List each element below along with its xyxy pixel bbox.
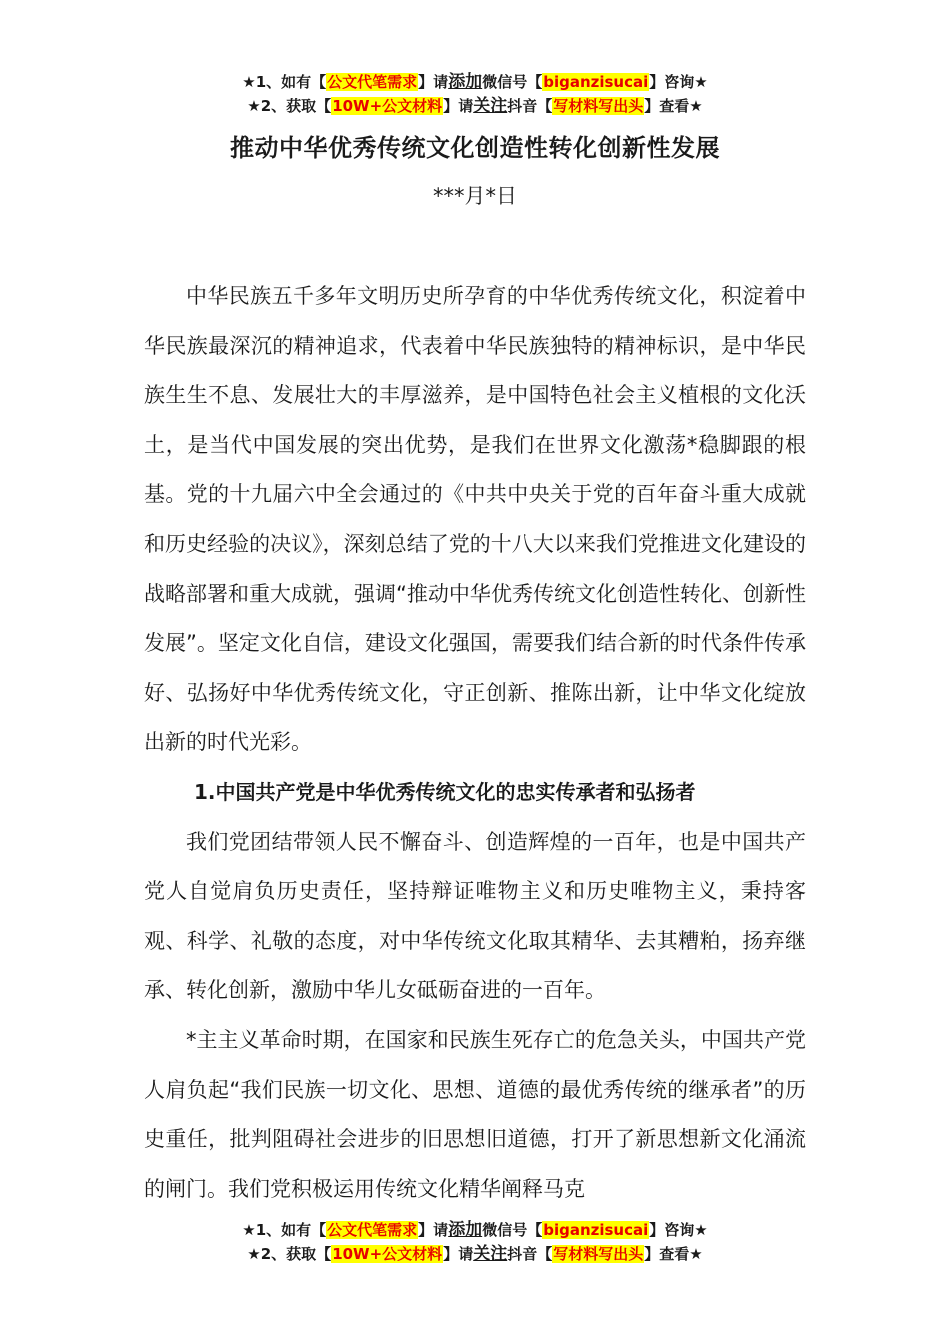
promo-highlight: 公文代笔需求 [327, 73, 418, 91]
promo-text: 】查看★ [644, 1245, 703, 1263]
promo-emphasis: 添加 [448, 72, 483, 92]
promo-emphasis: 添加 [448, 1220, 483, 1240]
promo-text: 】请 [443, 97, 474, 115]
promo-line-1 [0, 70, 950, 94]
promo-text: 】请 [418, 73, 449, 91]
bottom-promo-banner [0, 1218, 950, 1266]
body-paragraph: 我们党团结带领人民不懈奋斗、创造辉煌的一百年，也是中国共产党人自觉肩负历史责任，坚持辩证唯物主义和历史唯物主义，秉持客观、科学、礼敬的态度，对中华传统文化取其精华、去其糟粕，扬弃继承、转化创新，激励中华儿女砥砺奋进的一百年。 [144, 829, 806, 1003]
promo-highlight: 10W+公文材料 [332, 1245, 443, 1263]
promo-text: 微信号【 [482, 73, 543, 91]
promo-emphasis: 关注 [473, 96, 508, 116]
promo-text: ★2、获取【 [247, 1245, 332, 1263]
top-promo-banner [0, 70, 950, 118]
promo-line-2 [0, 1242, 950, 1266]
document-date: ***月*日 [433, 184, 517, 208]
document-title: 推动中华优秀传统文化创造性转化创新性发展 [230, 134, 720, 162]
body-paragraph: 中华民族五千多年文明历史所孕育的中华优秀传统文化，积淀着中华民族最深沉的精神追求，代表着中华民族独特的精神标识，是中华民族生生不息、发展壮大的丰厚滋养，是中国特色社会主义植根的文化沃土，是当代中国发展的突出优势，是我们在世界文化激荡*稳脚跟的根基。党的十九届六中全会通过的《中共中央关于党的百年奋斗重大成就和历史经验的决议》，深刻总结了党的十八大以来我们党推进文化建设的战略部署和重大成就，强调“推动中华优秀传统文化创造性转化、创新性发展”。坚定文化自信，建设文化强国，需要我们结合新的时代条件传承好、弘扬好中华优秀传统文化，守正创新、推陈出新，让中华文化绽放出新的时代光彩。 [144, 284, 806, 755]
promo-text: 微信号【 [482, 1221, 543, 1239]
promo-text: 】咨询★ [649, 73, 708, 91]
promo-text: 】咨询★ [649, 1221, 708, 1239]
promo-text: 抖音【 [507, 1245, 553, 1263]
promo-highlight: 10W+公文材料 [332, 97, 443, 115]
promo-text: 】请 [443, 1245, 474, 1263]
promo-text: 】查看★ [644, 97, 703, 115]
promo-text: ★1、如有【 [242, 1221, 327, 1239]
section-heading: 1.中国共产党是中华优秀传统文化的忠实传承者和弘扬者 [194, 779, 696, 804]
promo-text: ★1、如有【 [242, 73, 327, 91]
promo-text: ★2、获取【 [247, 97, 332, 115]
promo-highlight: 公文代笔需求 [327, 1221, 418, 1239]
document-body [144, 272, 806, 1214]
promo-text: 】请 [418, 1221, 449, 1239]
promo-line-1 [0, 1218, 950, 1242]
promo-line-2 [0, 94, 950, 118]
promo-douyin-id: 写材料写出头 [553, 97, 644, 115]
body-paragraph: *主主义革命时期，在国家和民族生死存亡的危急关头，中国共产党人肩负起“我们民族一切文化、思想、道德的最优秀传统的继承者”的历史重任，批判阻碍社会进步的旧思想旧道德，打开了新思想新文化涌流的闸门。我们党积极运用传统文化精华阐释马克 [144, 1027, 806, 1201]
promo-wechat-id: biganzisucai [543, 73, 649, 91]
promo-wechat-id: biganzisucai [543, 1221, 649, 1239]
promo-emphasis: 关注 [473, 1244, 508, 1264]
promo-douyin-id: 写材料写出头 [553, 1245, 644, 1263]
promo-text: 抖音【 [507, 97, 553, 115]
